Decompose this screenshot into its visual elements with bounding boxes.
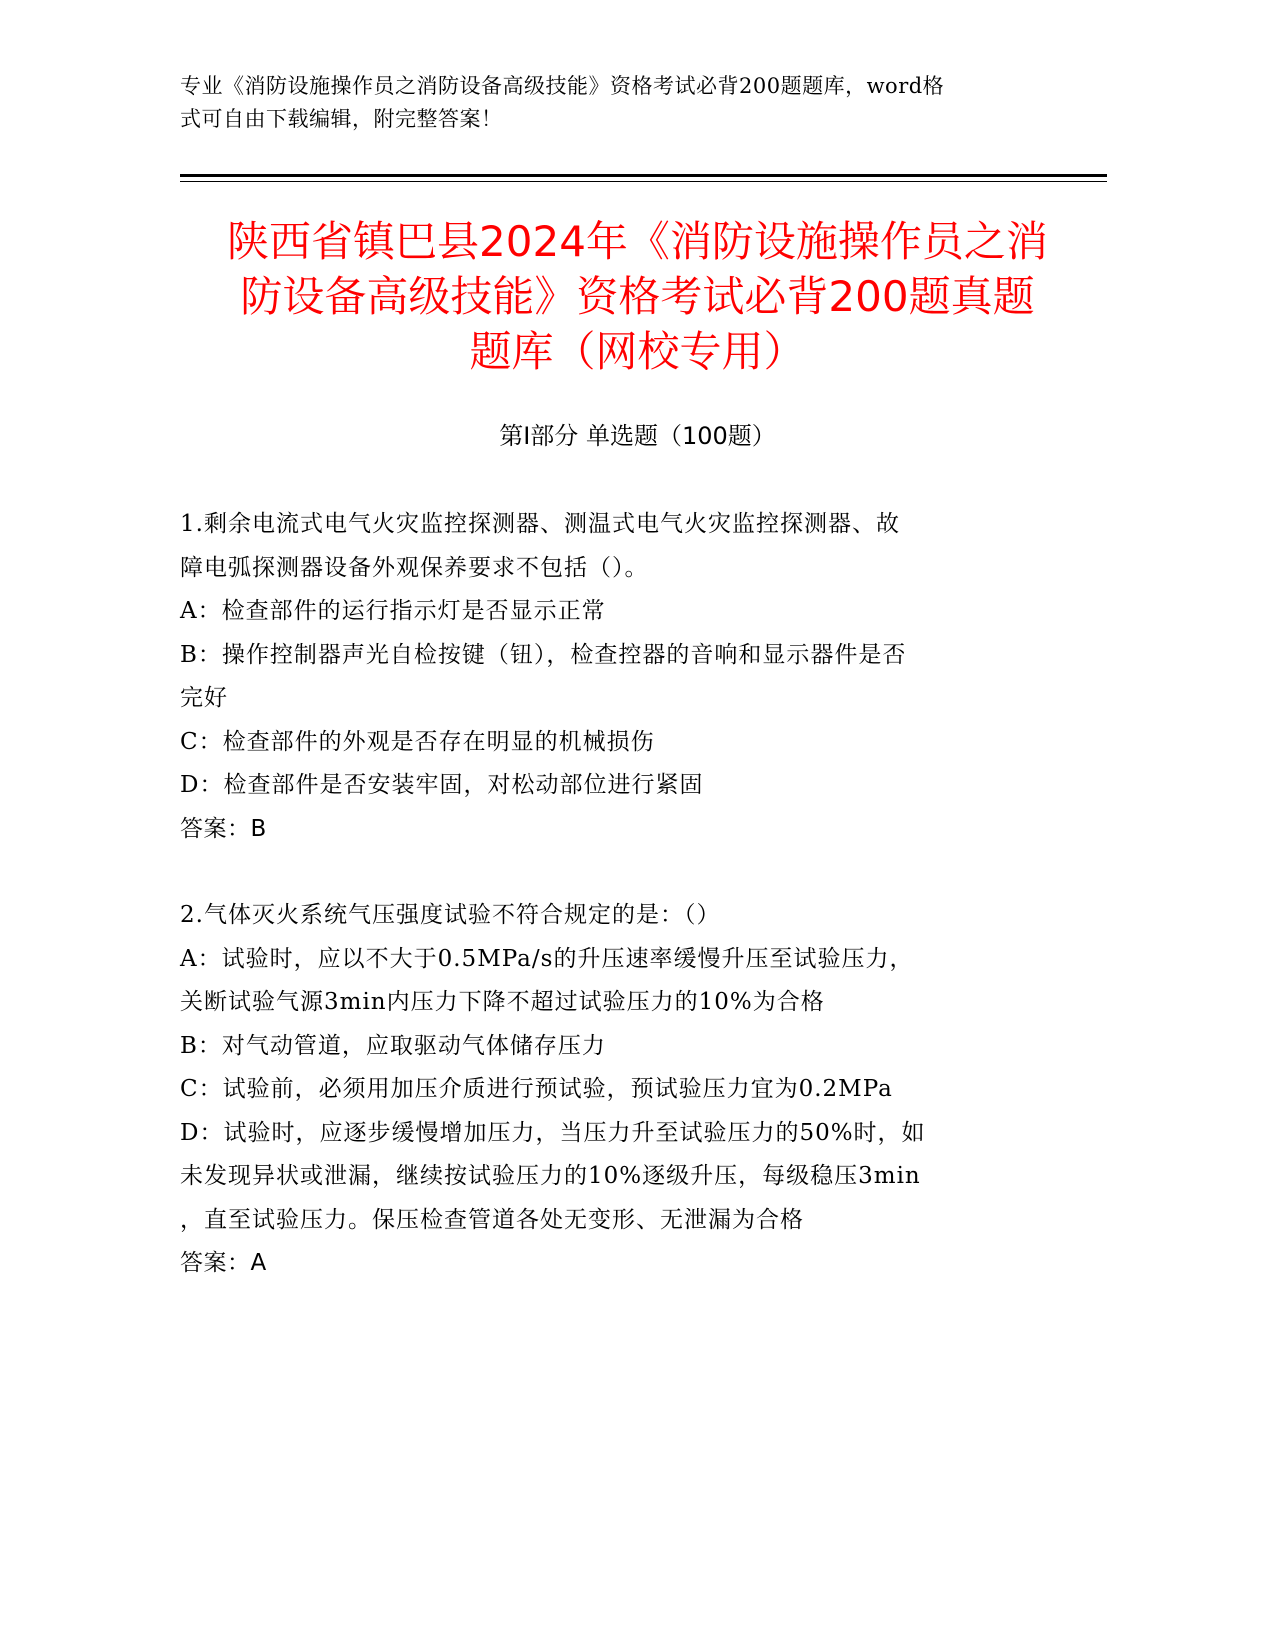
question-2-stem-line-1: 2.气体灭火系统气压强度试验不符合规定的是：（） [180, 902, 721, 928]
question-2-answer: 答案：A [180, 1250, 267, 1276]
header-note-line-1: 专业《消防设施操作员之消防设备高级技能》资格考试必背200题题库，word格 [180, 74, 945, 98]
question-2-option-c: C：试验前，必须用加压介质进行预试验，预试验压力宜为0.2MPa [180, 1076, 893, 1102]
header-rule-thin [180, 181, 1107, 182]
question-1-option-b-line-1: B：操作控制器声光自检按键（钮），检查控器的音响和显示器件是否 [180, 641, 907, 668]
header-note-line-2: 式可自由下载编辑，附完整答案！ [180, 107, 503, 131]
header-note [180, 70, 1060, 136]
question-1-answer: 答案：B [180, 815, 267, 842]
question-2-option-d-line-3: ，直至试验压力。保压检查管道各处无变形、无泄漏为合格 [180, 1206, 804, 1233]
question-2-option-a-line-1: A：试验时，应以不大于0.5MPa/s的升压速率缓慢升压至试验压力， [180, 945, 914, 972]
question-1-option-c: C：检查部件的外观是否存在明显的机械损伤 [180, 728, 655, 755]
question-2-option-d-line-2: 未发现异状或泄漏，继续按试验压力的10%逐级升压，每级稳压3min [180, 1163, 921, 1189]
question-2 [180, 894, 1060, 1286]
header-rule-thick [180, 174, 1107, 177]
document-title-line-2: 防设备高级技能》资格考试必背200题真题 [240, 272, 1035, 321]
question-2-option-a-line-2: 关断试验气源3min内压力下降不超过试验压力的10%为合格 [180, 989, 825, 1015]
question-1-option-a: A：检查部件的运行指示灯是否显示正常 [180, 598, 606, 624]
question-1-stem-line-2: 障电弧探测器设备外观保养要求不包括（）。 [180, 554, 649, 581]
question-2-option-d-line-1: D：试验时，应逐步缓慢增加压力，当压力升至试验压力的50%时，如 [180, 1119, 926, 1146]
question-1 [180, 503, 1060, 851]
document-title [0, 214, 1275, 379]
question-2-option-b: B：对气动管道，应取驱动气体储存压力 [180, 1032, 606, 1059]
question-1-option-b-line-2: 完好 [180, 685, 228, 711]
document-title-line-1: 陕西省镇巴县2024年《消防设施操作员之消 [227, 217, 1048, 266]
document-title-line-3: 题库（网校专用） [469, 327, 806, 376]
question-1-option-d: D：检查部件是否安装牢固，对松动部位进行紧固 [180, 772, 704, 798]
section-heading: 第Ⅰ部分 单选题（100题） [499, 422, 776, 450]
question-1-stem-line-1: 1.剩余电流式电气火灾监控探测器、测温式电气火灾监控探测器、故 [180, 511, 900, 537]
